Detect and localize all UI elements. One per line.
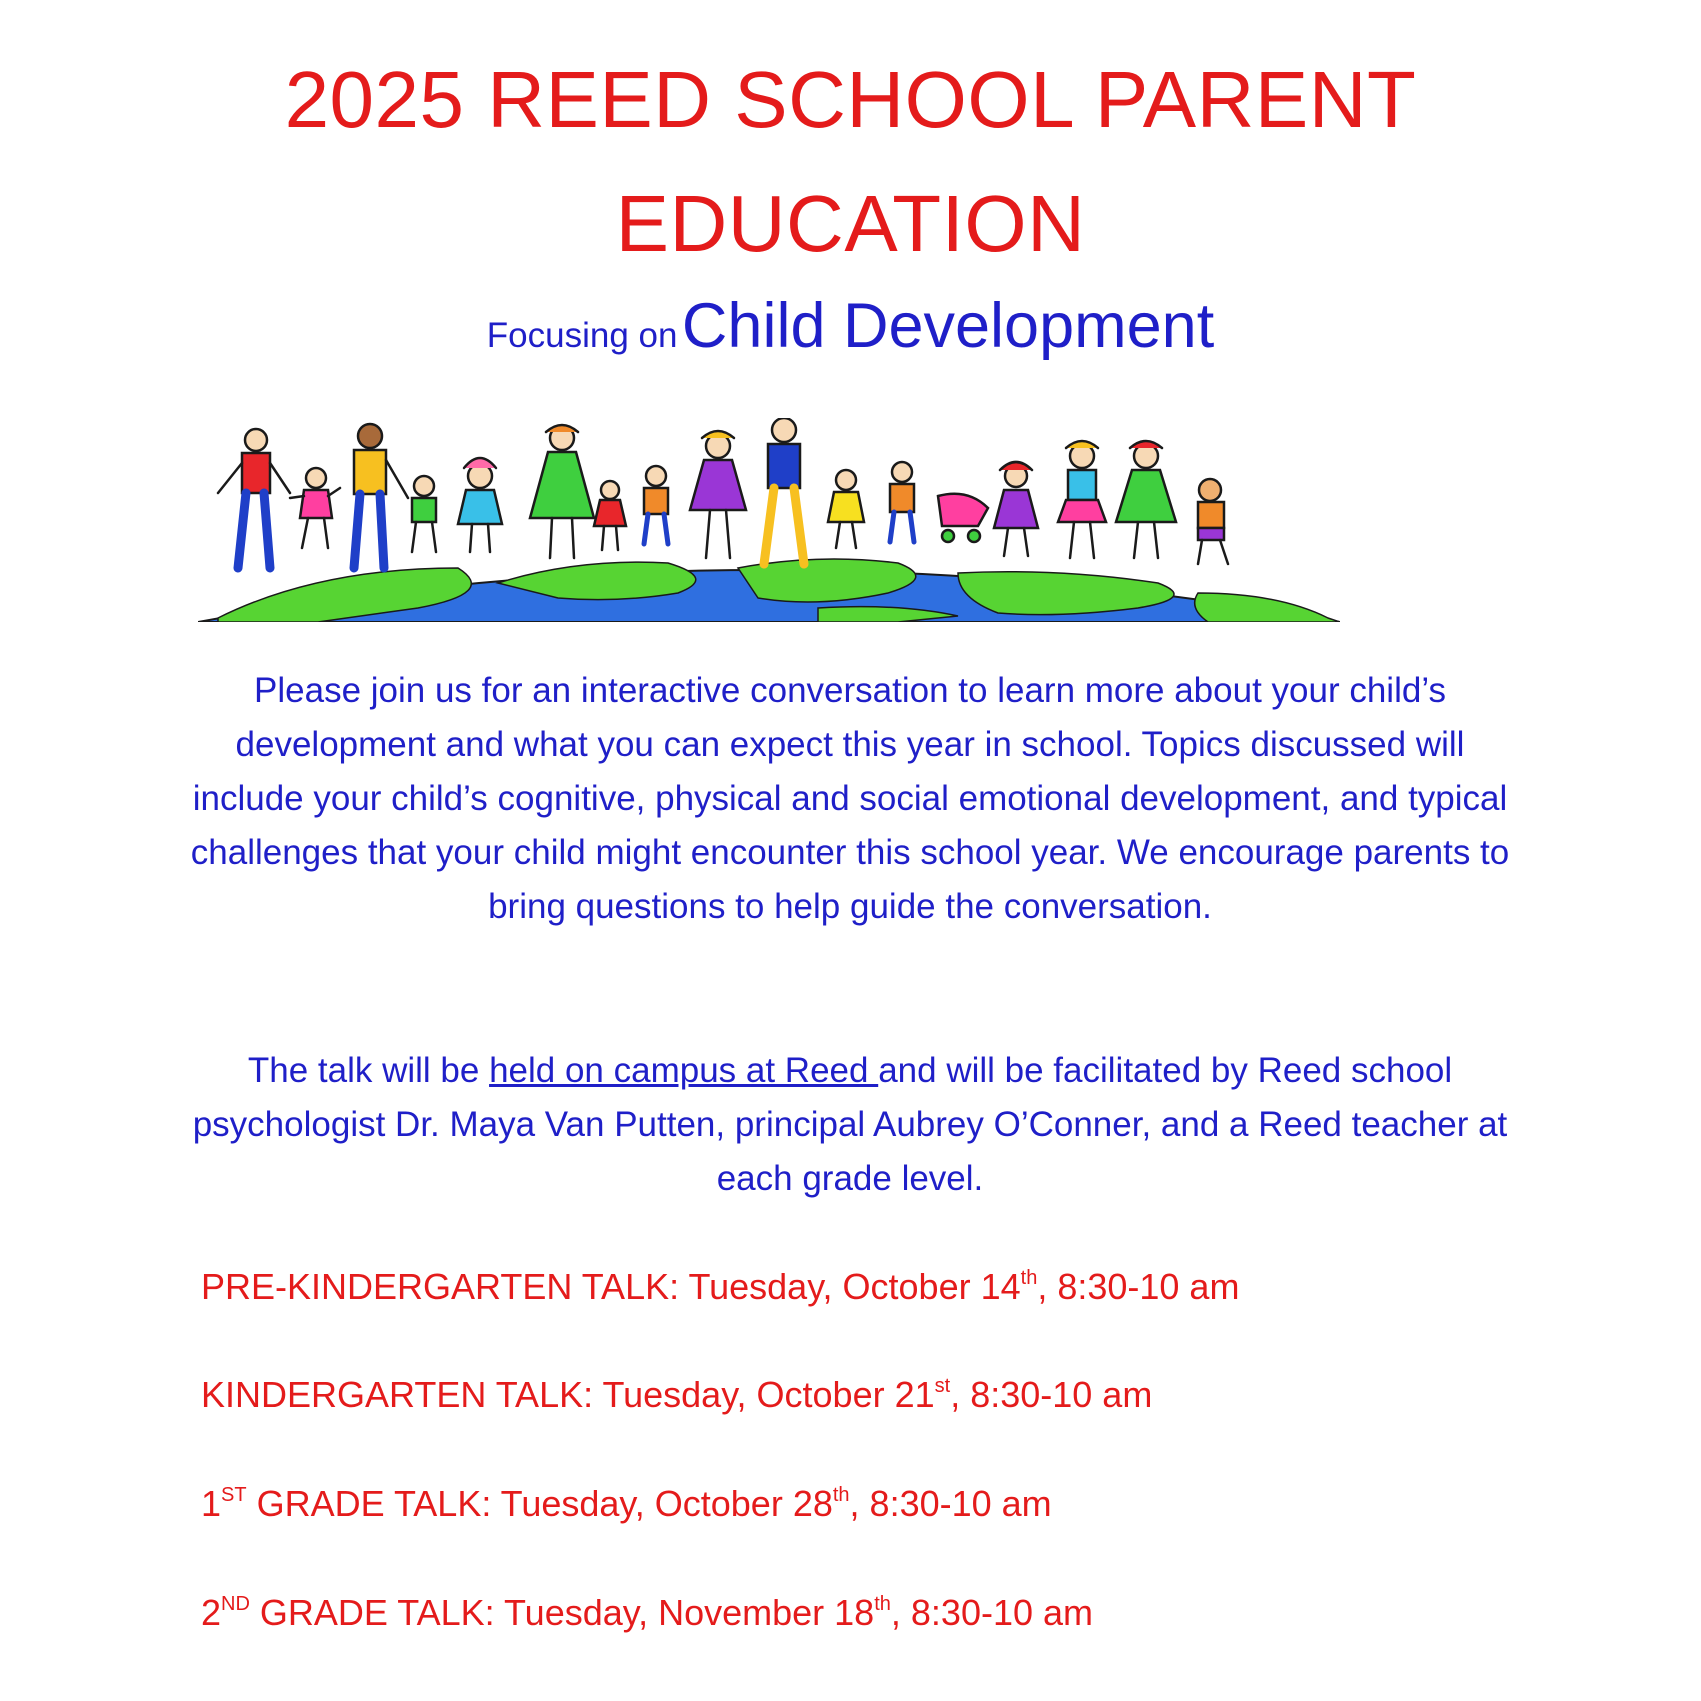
schedule-date-sup: st xyxy=(934,1375,951,1397)
schedule-grade: 2 xyxy=(201,1592,222,1633)
children-figures xyxy=(218,418,1228,568)
schedule-date-sup: th xyxy=(1020,1267,1038,1289)
schedule-item-kindergarten xyxy=(201,1370,1152,1420)
schedule-grade-sup: ND xyxy=(221,1593,250,1615)
intro-paragraph: Please join us for an interactive conversation to learn more about your child’s development and what you can expect this year in school. Topics discussed will include your child’s cognitive, physical and social emotional development, and typical challenges that your child might encounter this school year. We encourage parents to bring questions to help guide the conversation. xyxy=(190,671,1510,926)
schedule-item-pre-k xyxy=(201,1262,1239,1312)
subtitle-topic: Child Development xyxy=(681,291,1215,361)
facilitators-text-after: and will be facilitated by Reed school psychologist Dr. Maya Van Putten, principal Aubrey O’Conner, and a Reed teacher at each grade level. xyxy=(192,1051,1508,1198)
schedule-item-2nd-grade xyxy=(201,1588,1093,1638)
children-on-globe-illustration xyxy=(198,418,1340,622)
subtitle-prefix: Focusing on xyxy=(486,316,678,355)
schedule-grade: KINDERGARTEN xyxy=(201,1374,487,1415)
title-line-2: EDUCATION xyxy=(615,179,1086,268)
facilitators-paragraph xyxy=(190,1044,1510,1206)
schedule-date: TALK: Tuesday, October 14 xyxy=(572,1266,1021,1307)
schedule-grade: PRE-KINDERGARTEN xyxy=(201,1266,573,1307)
schedule-grade: 1 xyxy=(201,1483,222,1524)
title-line-1: 2025 REED SCHOOL PARENT xyxy=(284,55,1417,144)
schedule-date: TALK: Tuesday, October 21 xyxy=(486,1374,935,1415)
schedule-date-sup: th xyxy=(874,1593,891,1615)
schedule-time: , 8:30-10 am xyxy=(890,1592,1094,1633)
schedule-date: GRADE TALK: Tuesday, October 28 xyxy=(246,1483,833,1524)
schedule-grade-sup: ST xyxy=(221,1484,247,1506)
schedule-date-sup: th xyxy=(832,1484,850,1506)
facilitators-text-before: The talk will be xyxy=(247,1051,490,1090)
location-link-text: held on campus at Reed xyxy=(489,1051,879,1090)
globe-icon xyxy=(198,559,1340,622)
schedule-time: , 8:30-10 am xyxy=(950,1374,1153,1415)
subtitle xyxy=(0,286,1701,383)
schedule-date: GRADE TALK: Tuesday, November 18 xyxy=(249,1592,875,1633)
page-title xyxy=(0,38,1701,286)
schedule-time: , 8:30-10 am xyxy=(1037,1266,1240,1307)
schedule-time: , 8:30-10 am xyxy=(849,1483,1052,1524)
schedule-item-1st-grade xyxy=(201,1479,1052,1529)
